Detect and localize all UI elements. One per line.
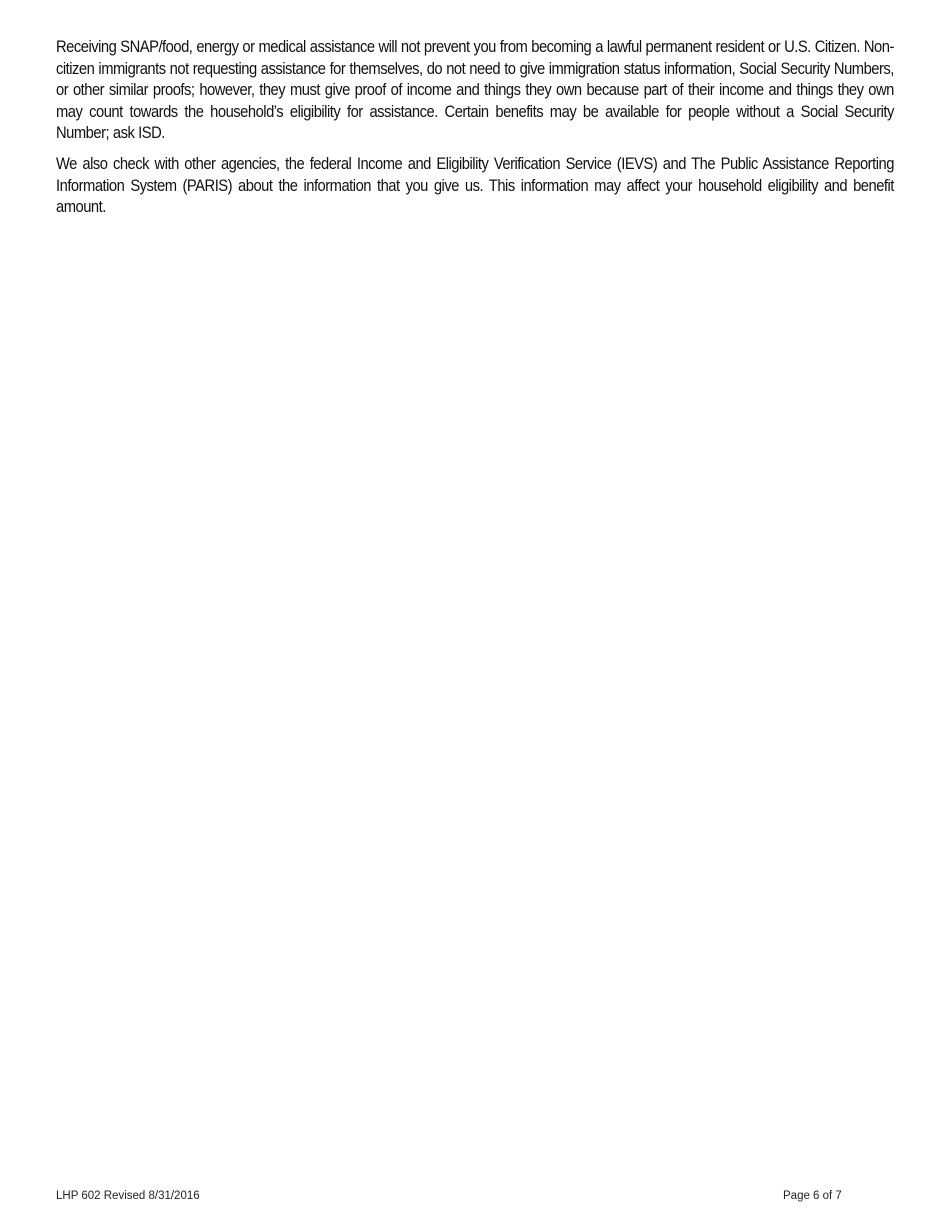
paragraph-immigration-status: Receiving SNAP/food, energy or medical assistance will not prevent you from becoming a lawful permanent resident or U.S. Citizen. Non-citizen immigrants not requesting assistance for themselves, do not need to give immigration status information, Social Security Numbers, or other similar proofs; however, they must give proof of income and things they own because part of their income and things they own may count towards the household’s eligibility for assistance. Certain benefits may be available for people without a Social Security Number; ask ISD.	[56, 38, 894, 143]
document-body	[56, 37, 894, 228]
paragraph-verification-agencies: We also check with other agencies, the federal Income and Eligibility Verification Service (IEVS) and The Public Assistance Reporting Information System (PARIS) about the information that you give us. This information may affect your household eligibility and benefit amount.	[56, 154, 894, 217]
form-id-footer: LHP 602 Revised 8/31/2016	[56, 1190, 200, 1202]
page-number-footer: Page 6 of 7	[783, 1190, 842, 1202]
